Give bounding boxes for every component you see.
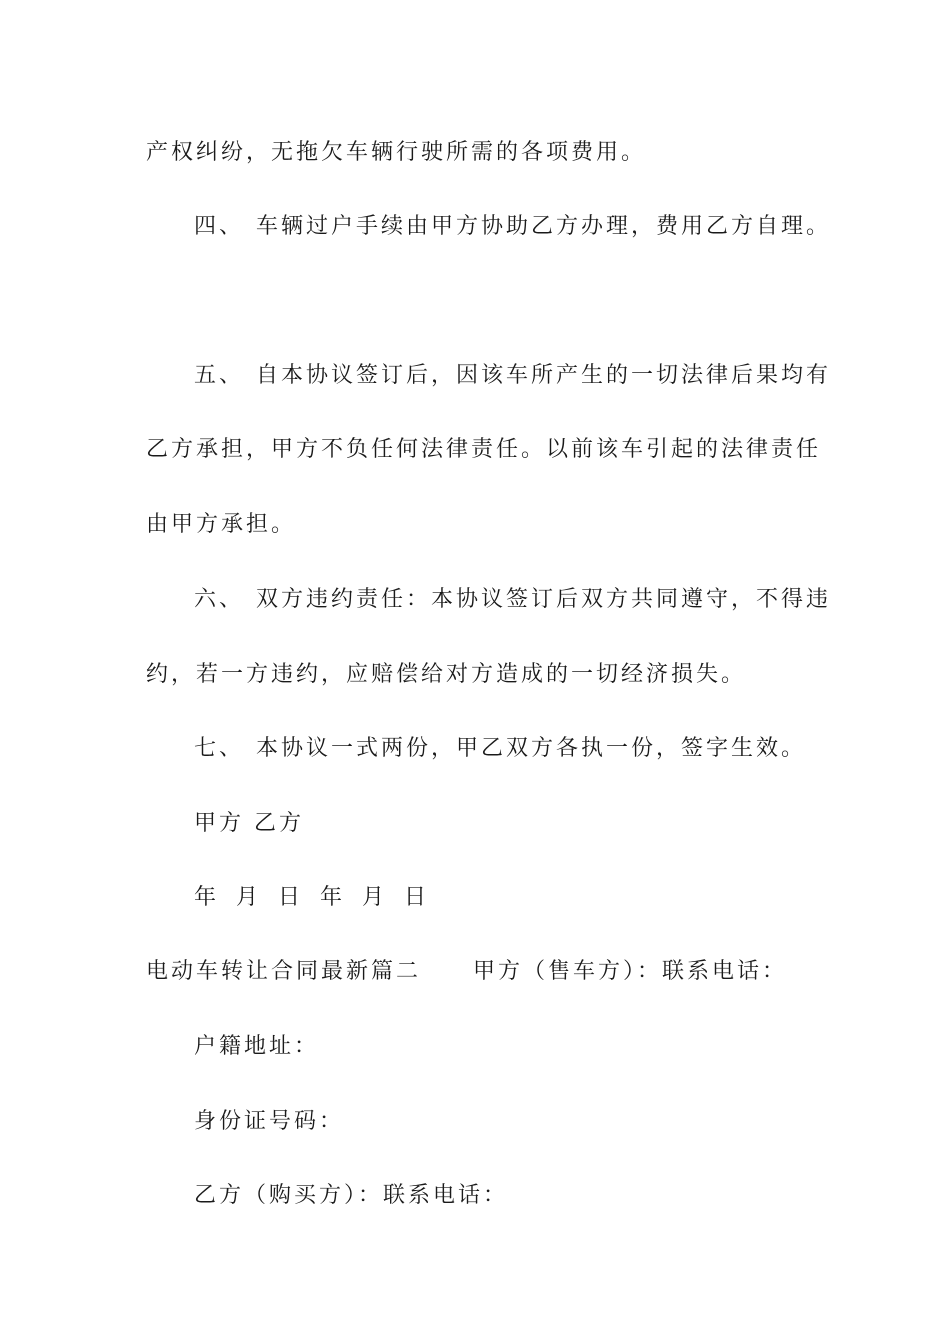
- clause-5: [194, 361, 831, 391]
- party-a-header: 甲方（售车方）：联系电话：: [473, 959, 788, 984]
- signature-dates: 年 月 日 年 月 日: [194, 885, 433, 910]
- clause-6: [194, 585, 831, 615]
- clause-text: 自本协议签订后，因该车所产生的一切法律后果均有: [256, 363, 832, 388]
- clause-4: [194, 212, 831, 242]
- section-title: 电动车转让合同最新篇二: [146, 959, 422, 984]
- clause-5-continued: 乙方承担，甲方不负任何法律责任。以前该车引起的法律责任: [146, 437, 822, 462]
- id-number-label: 身份证号码：: [194, 1109, 345, 1134]
- clause-text: 双方违约责任：本协议签订后双方共同遵守，不得违: [256, 587, 832, 612]
- clause-number: 六、: [194, 587, 245, 612]
- paragraph-line: 产权纠纷，无拖欠车辆行驶所需的各项费用。: [146, 140, 647, 165]
- clause-number: 五、: [194, 363, 245, 388]
- clause-7: [194, 734, 806, 764]
- clause-text: 本协议一式两份，甲乙双方各执一份，签字生效。: [256, 736, 807, 761]
- section-header-row: [146, 957, 787, 987]
- clause-6-continued: 约，若一方违约，应赔偿给对方造成的一切经济损失。: [146, 662, 747, 687]
- household-address-label: 户籍地址：: [194, 1034, 320, 1059]
- clause-5-continued: 由甲方承担。: [146, 512, 297, 537]
- clause-text: 车辆过户手续由甲方协助乙方办理，费用乙方自理。: [256, 214, 832, 239]
- party-b-header: 乙方（购买方）：联系电话：: [194, 1183, 509, 1208]
- signature-parties: 甲方 乙方: [194, 811, 304, 836]
- clause-number: 四、: [194, 214, 245, 239]
- clause-number: 七、: [194, 736, 245, 761]
